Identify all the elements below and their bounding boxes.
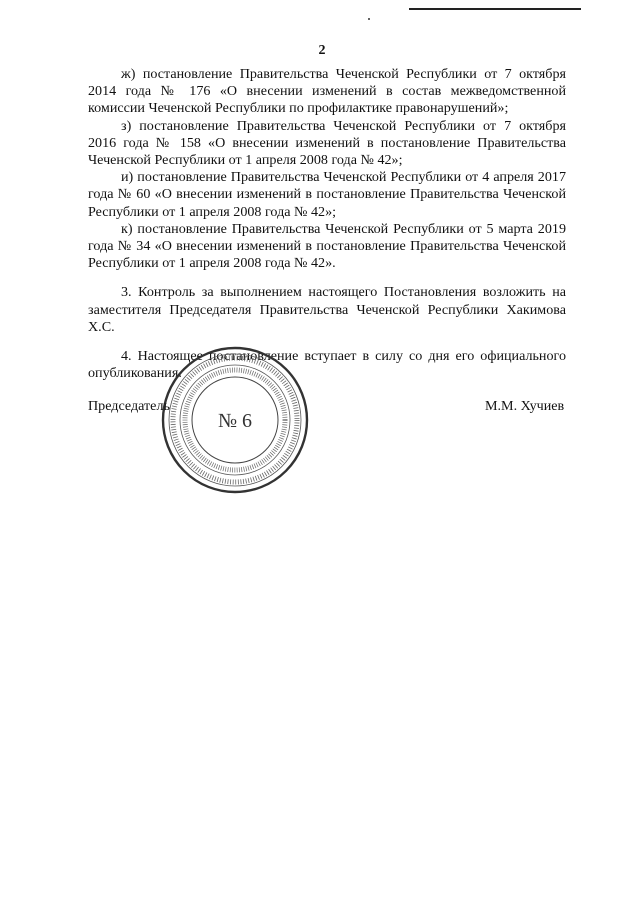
- signatory-name: М.М. Хучиев: [485, 398, 565, 414]
- document-body: [88, 66, 566, 382]
- list-item-z: з) постановление Правительства Чеченской Республики от 7 октября 2016 года № 158 «О внесении изменений в постановление Правительства Чеченской Республики от 1 апреля 2008 года № 42»;: [88, 117, 566, 169]
- clause-3: 3. Контроль за выполнением настоящего Постановления возложить на заместителя Председателя Правительства Чеченской Республики Хакимова Х.С.: [88, 284, 566, 335]
- top-border-line: [409, 8, 581, 10]
- clause-4: 4. Настоящее постановление вступает в силу со дня его официального опубликования.: [88, 348, 566, 382]
- list-item-zh: ж) постановление Правительства Чеченской Республики от 7 октября 2014 года № 176 «О внесении изменений в состав межведомственной комиссии Чеченской Республики по профилактике правонарушений»;: [88, 66, 566, 117]
- scan-speck: [368, 18, 370, 20]
- seal-number: № 6: [217, 410, 253, 432]
- page-number: 2: [318, 43, 326, 58]
- list-item-k: к) постановление Правительства Чеченской Республики от 5 марта 2019 года № 34 «О внесении изменений в постановление Правительства Чеченской Республики от 1 апреля 2008 года № 42».: [88, 220, 566, 272]
- official-seal: [160, 345, 310, 495]
- signatory-title: Председатель: [88, 398, 170, 414]
- list-item-i: и) постановление Правительства Чеченской Республики от 4 апреля 2017 года № 60 «О внесении изменений в постановление Правительства Чеченской Республики от 1 апреля 2008 года № 42»;: [88, 169, 566, 220]
